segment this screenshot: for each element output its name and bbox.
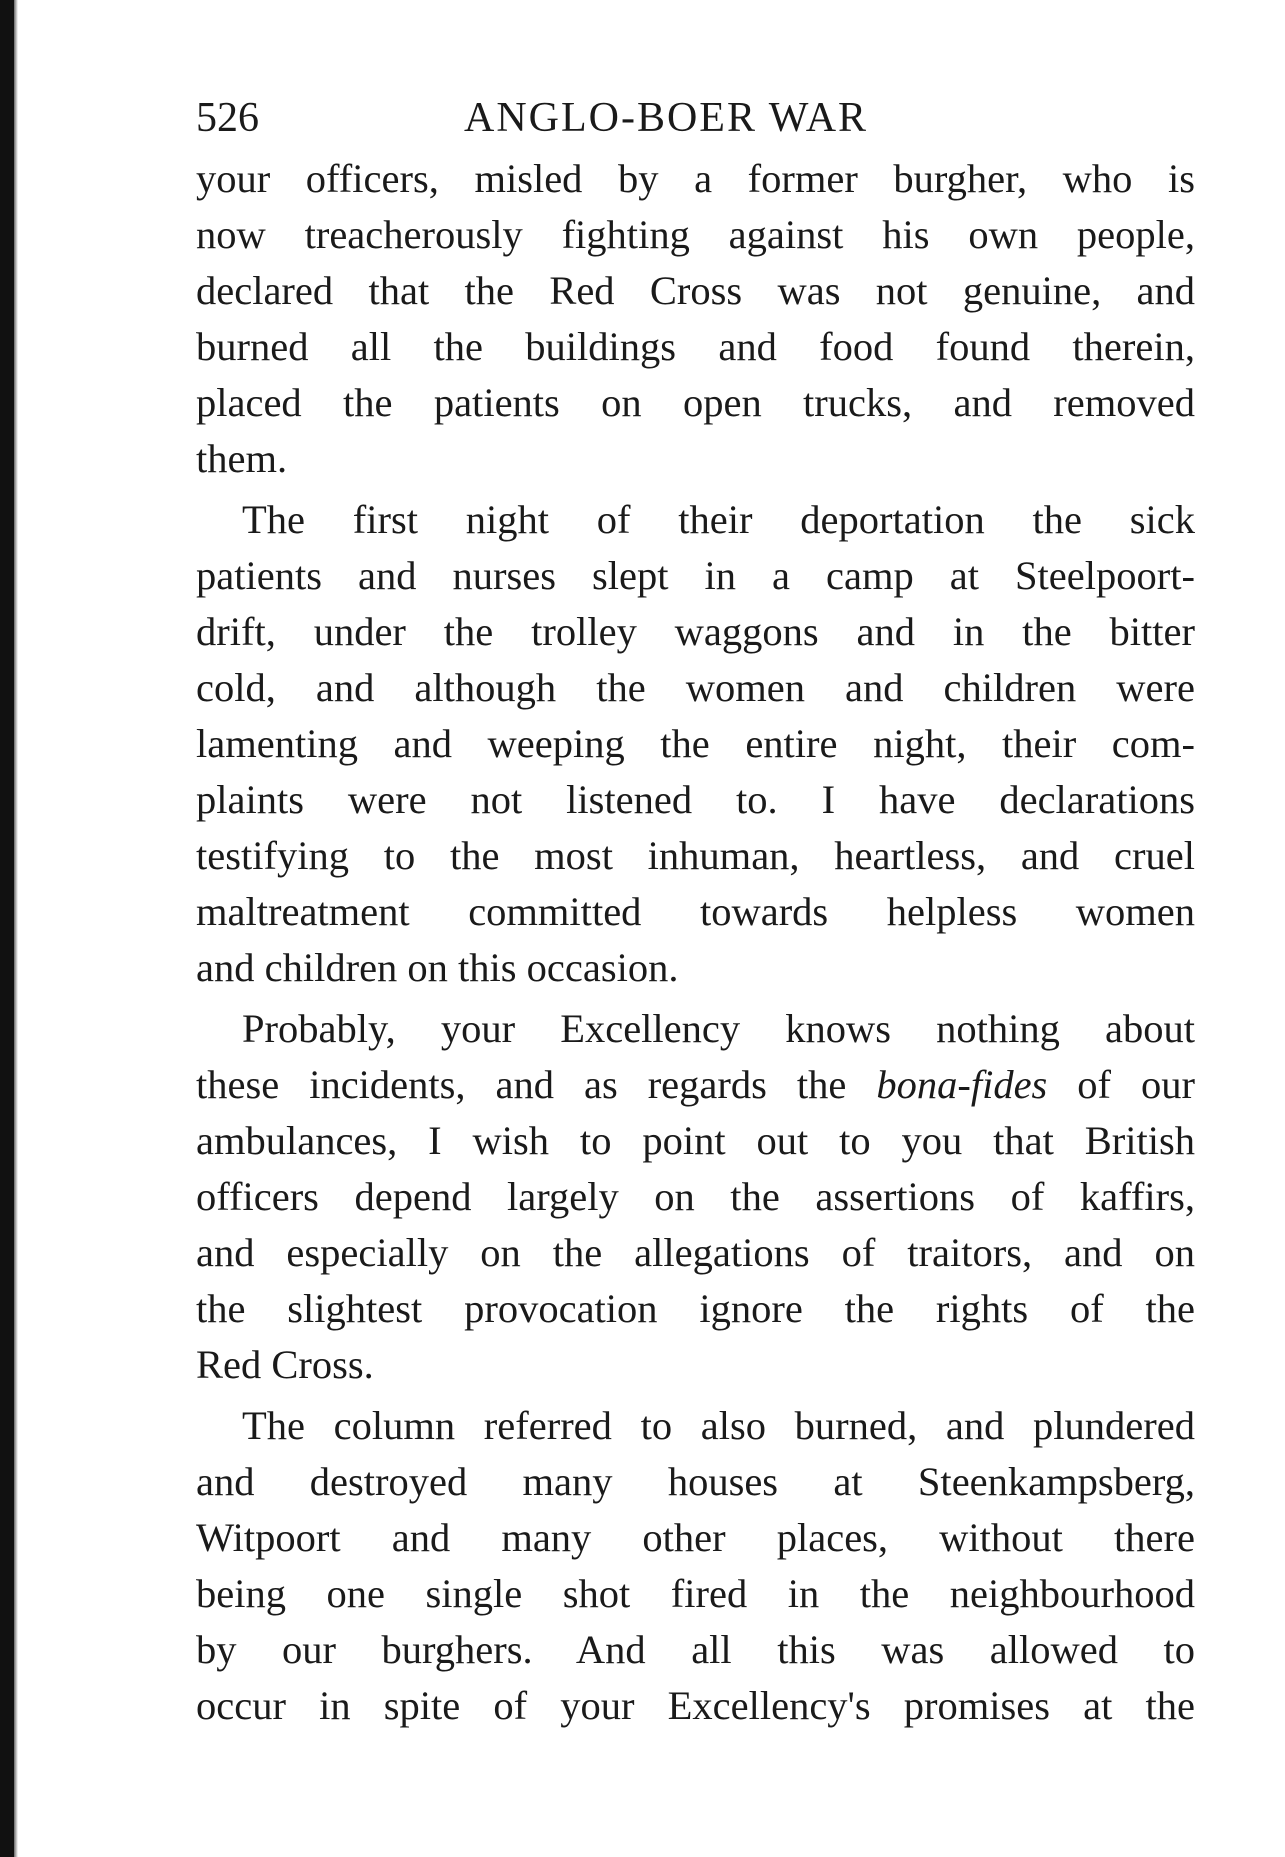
text-line: placed the patients on open trucks, and removed <box>196 380 1195 425</box>
text-line: and especially on the allegations of traitors, and on <box>196 1230 1195 1275</box>
running-head: ANGLO-BOER WAR <box>464 95 869 141</box>
text-line: burned all the buildings and food found therein, <box>196 324 1195 369</box>
text-line: ambulances, I wish to point out to you that British <box>196 1118 1195 1163</box>
paragraph <box>196 1398 1195 1734</box>
text-line: Red Cross. <box>196 1342 374 1387</box>
text-line: testifying to the most inhuman, heartless, and cruel <box>196 833 1195 878</box>
paragraph <box>196 151 1195 487</box>
text-line: being one single shot fired in the neighbourhood <box>196 1571 1195 1616</box>
text-line: drift, under the trolley waggons and in the bitter <box>196 609 1195 654</box>
text-line: plaints were not listened to. I have declarations <box>196 777 1195 822</box>
text-line: lamenting and weeping the entire night, their com- <box>196 721 1195 766</box>
text-line: and children on this occasion. <box>196 945 679 990</box>
text-segment: of our <box>1047 1062 1195 1107</box>
text-line: them. <box>196 436 288 481</box>
paragraph <box>196 1001 1195 1393</box>
paragraph <box>196 492 1195 996</box>
text-line: your officers, misled by a former burgher, who is <box>196 156 1195 201</box>
text-segment: these incidents, and as regards the <box>196 1062 877 1107</box>
text-line: declared that the Red Cross was not genuine, and <box>196 268 1195 313</box>
text-line: Probably, your Excellency knows nothing about <box>242 1006 1195 1051</box>
body-text <box>196 151 1195 1739</box>
text-line: The column referred to also burned, and plundered <box>242 1403 1195 1448</box>
text-line: officers depend largely on the assertions of kaffirs, <box>196 1174 1195 1219</box>
text-line: Witpoort and many other places, without there <box>196 1515 1195 1560</box>
book-spine-shadow <box>0 0 14 1857</box>
page-number: 526 <box>196 95 259 141</box>
text-line-with-italic <box>196 1057 1195 1113</box>
text-line: maltreatment committed towards helpless women <box>196 889 1195 934</box>
text-line: cold, and although the women and children were <box>196 665 1195 710</box>
book-gutter-edge <box>14 0 18 1857</box>
text-line: and destroyed many houses at Steenkampsberg, <box>196 1459 1195 1504</box>
text-line: by our burghers. And all this was allowed to <box>196 1627 1195 1672</box>
text-line: now treacherously fighting against his own people, <box>196 212 1195 257</box>
text-line: occur in spite of your Excellency's promises at the <box>196 1683 1195 1728</box>
text-line: patients and nurses slept in a camp at Steelpoort- <box>196 553 1195 598</box>
italic-phrase: bona-fides <box>876 1062 1048 1107</box>
page-header <box>196 88 1196 148</box>
text-line: The first night of their deportation the sick <box>242 497 1195 542</box>
text-line: the slightest provocation ignore the rights of the <box>196 1286 1195 1331</box>
